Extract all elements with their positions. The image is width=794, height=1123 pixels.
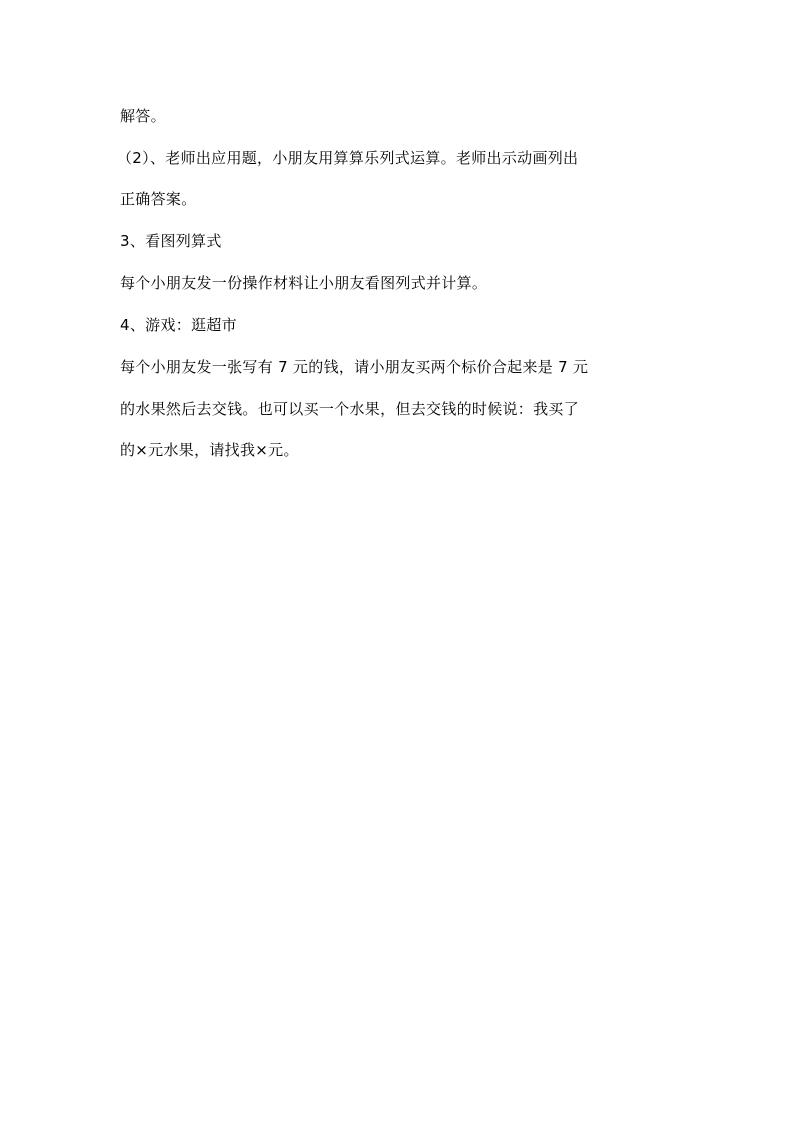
text-line-game-3: 的×元水果，请找我×元。 [120, 441, 299, 459]
text-line-game-2: 的水果然后去交钱。也可以买一个水果，但去交钱的时候说：我买了 [120, 400, 580, 418]
section-heading-4: 4、游戏：逛超市 [120, 316, 237, 334]
text-line-materials: 每个小朋友发一份操作材料让小朋友看图列式并计算。 [120, 274, 488, 292]
text-line-step-2: （2）、老师出应用题，小朋友用算算乐列式运算。老师出示动画列出 [117, 149, 579, 167]
text-line-game-1: 每个小朋友发一张写有 7 元的钱，请小朋友买两个标价合起来是 7 元 [120, 358, 589, 376]
section-heading-3: 3、看图列算式 [120, 232, 222, 250]
text-line-correct-answer: 正确答案。 [120, 190, 197, 208]
text-line-answer: 解答。 [120, 107, 166, 125]
